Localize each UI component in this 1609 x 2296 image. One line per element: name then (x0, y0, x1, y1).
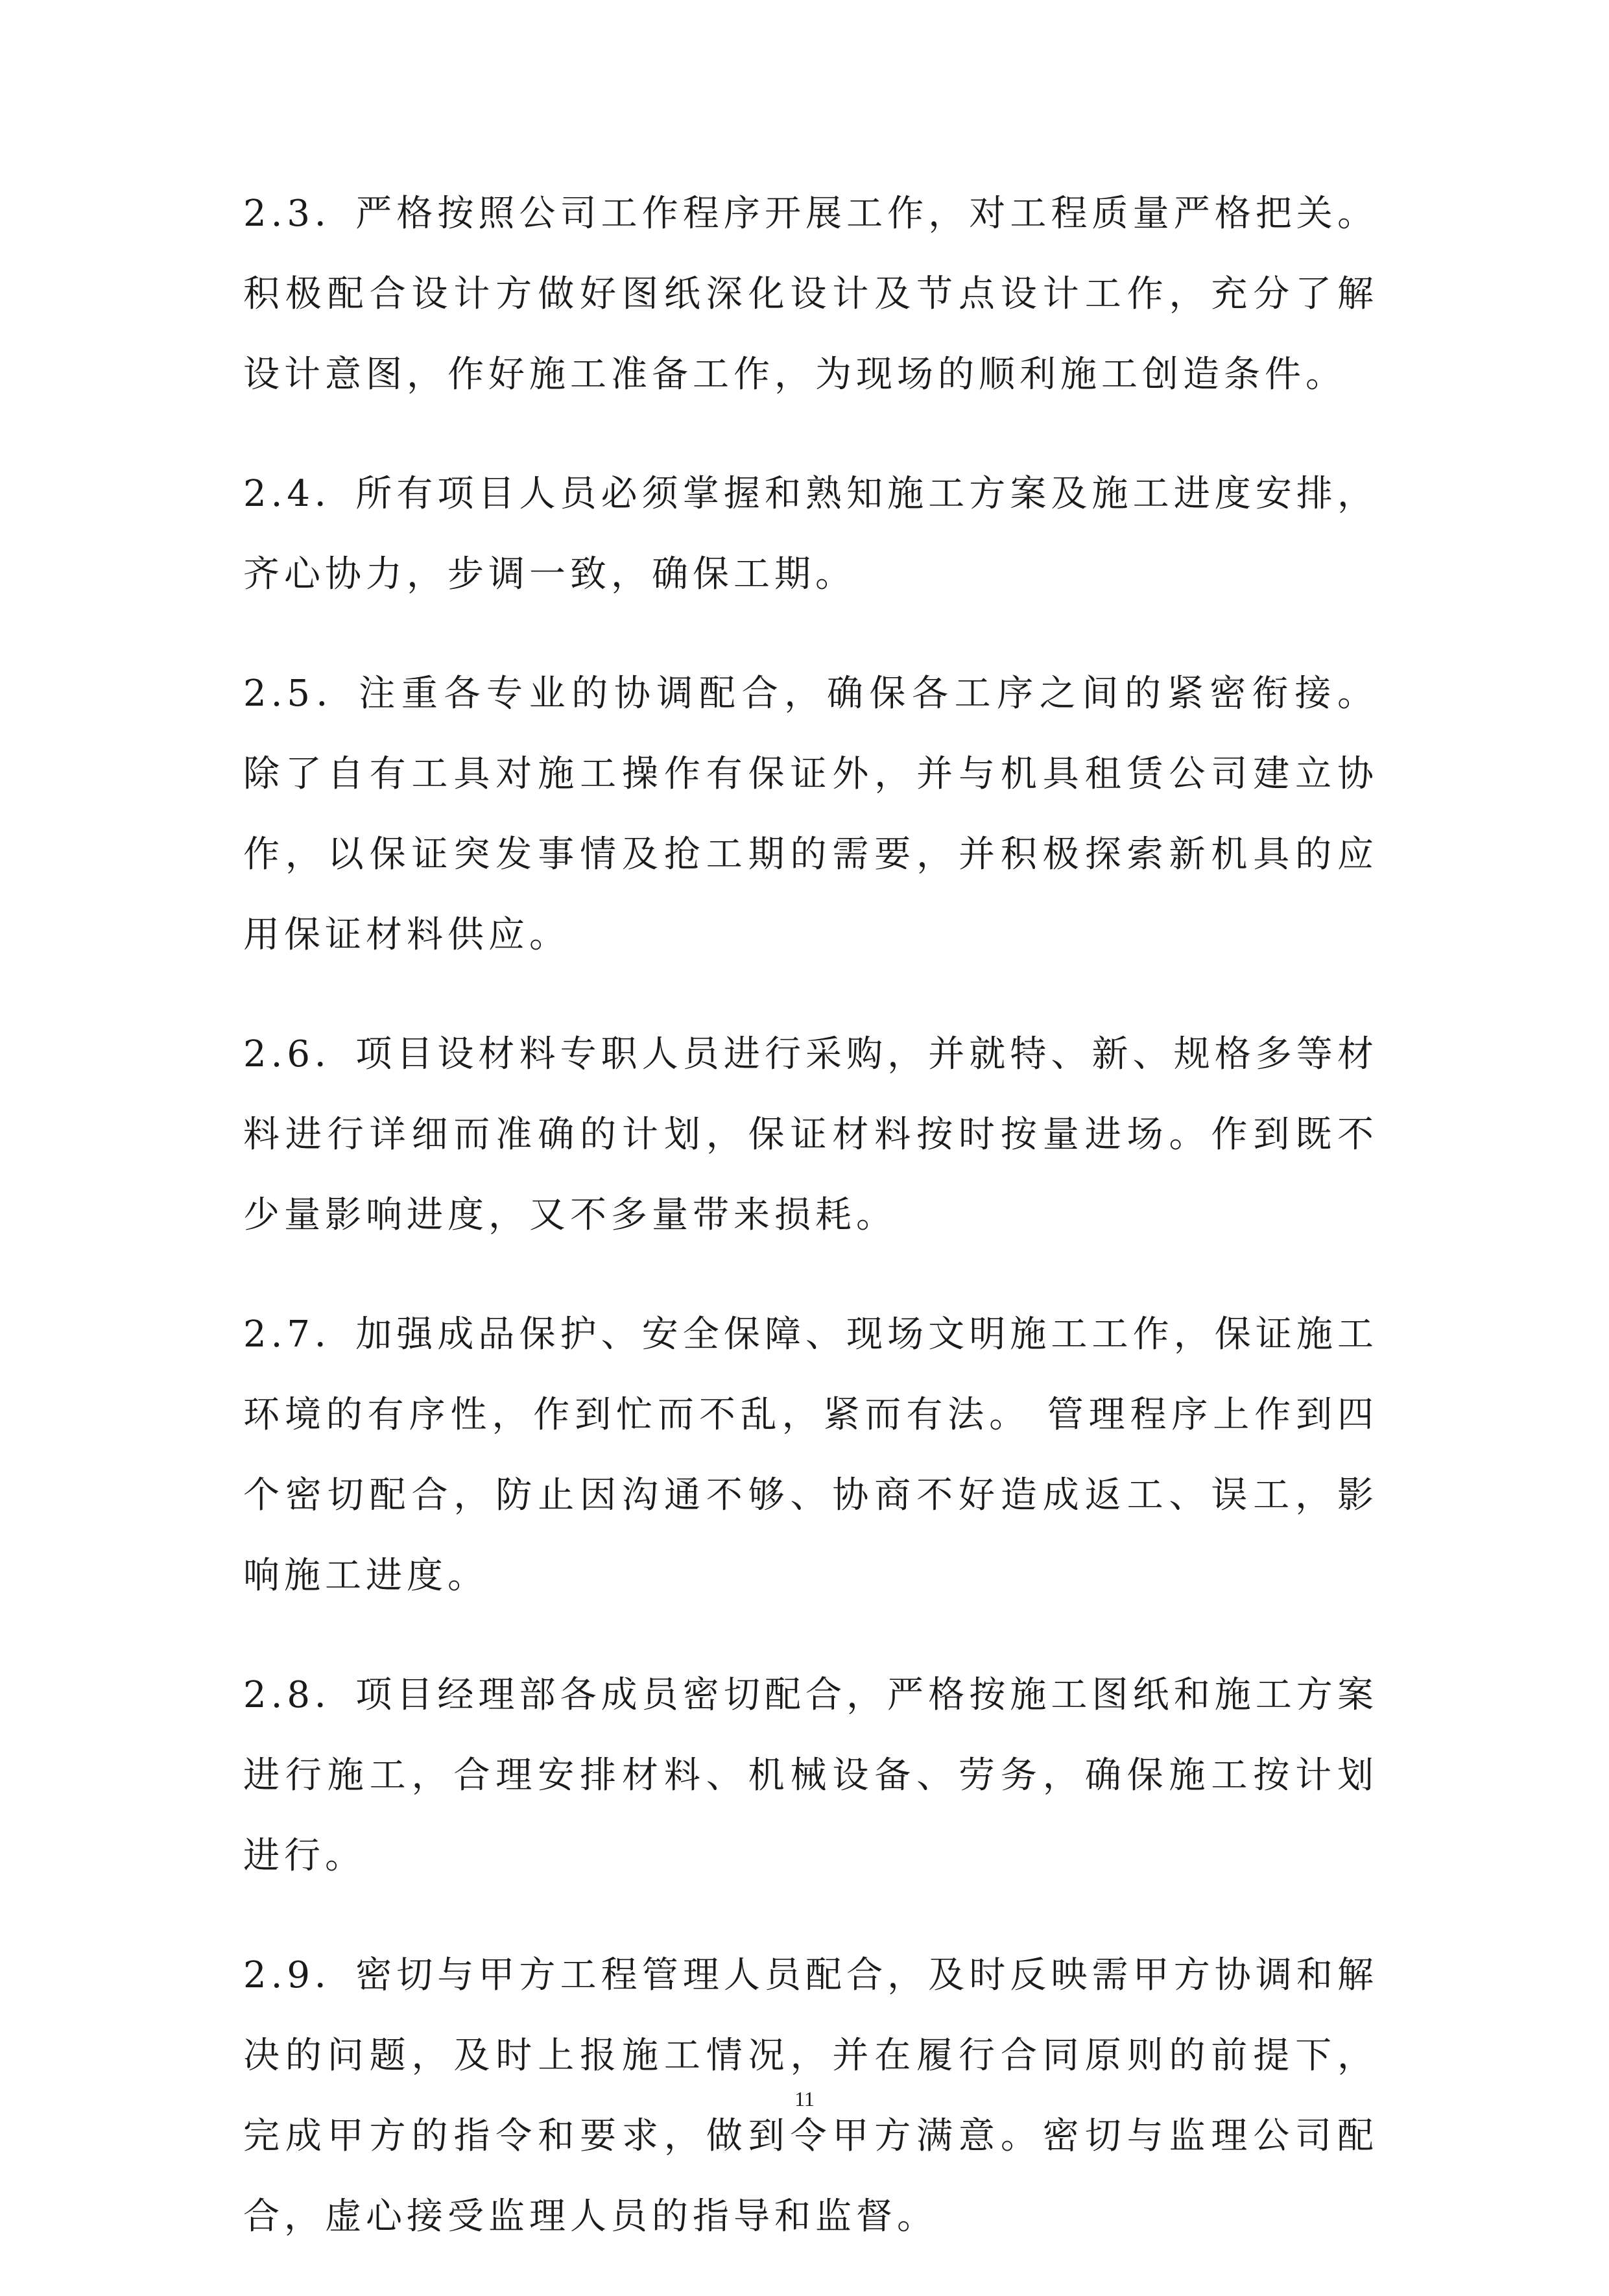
paragraph-2-3: 2.3．严格按照公司工作程序开展工作，对工程质量严格把关。积极配合设计方做好图纸深化设计及节点设计工作，充分了解设计意图，作好施工准备工作，为现场的顺利施工创造条件。 (243, 193, 1378, 396)
paragraph-2-7: 2.7．加强成品保护、安全保障、现场文明施工工作，保证施工环境的有序性，作到忙而不乱，紧而有法。 管理程序上作到四个密切配合，防止因沟通不够、协商不好造成返工、误工，影响施工进度。 (243, 1313, 1378, 1597)
page-number: 11 (794, 2087, 815, 2111)
paragraph-2-5: 2.5．注重各专业的协调配合，确保各工序之间的紧密衔接。 除了自有工具对施工操作有保证外，并与机具租赁公司建立协作，以保证突发事情及抢工期的需要，并积极探索新机具的应用保证材料供应。 (243, 673, 1378, 956)
body-text (243, 174, 1378, 2296)
paragraph-2-4: 2.4．所有项目人员必须掌握和熟知施工方案及施工进度安排，齐心协力，步调一致，确保工期。 (243, 473, 1378, 595)
paragraph-2-6: 2.6．项目设材料专职人员进行采购，并就特、新、规格多等材料进行详细而准确的计划，保证材料按时按量进场。作到既不少量影响进度，又不多量带来损耗。 (243, 1033, 1378, 1236)
paragraph-2-9: 2.9．密切与甲方工程管理人员配合，及时反映需甲方协调和解决的问题，及时上报施工情况，并在履行合同原则的前提下，完成甲方的指令和要求，做到令甲方满意。密切与监理公司配合，虚心接受监理人员的指导和监督。 (243, 1954, 1378, 2238)
paragraph-2-8: 2.8．项目经理部各成员密切配合，严格按施工图纸和施工方案进行施工，合理安排材料、机械设备、劳务，确保施工按计划进行。 (243, 1674, 1378, 1877)
